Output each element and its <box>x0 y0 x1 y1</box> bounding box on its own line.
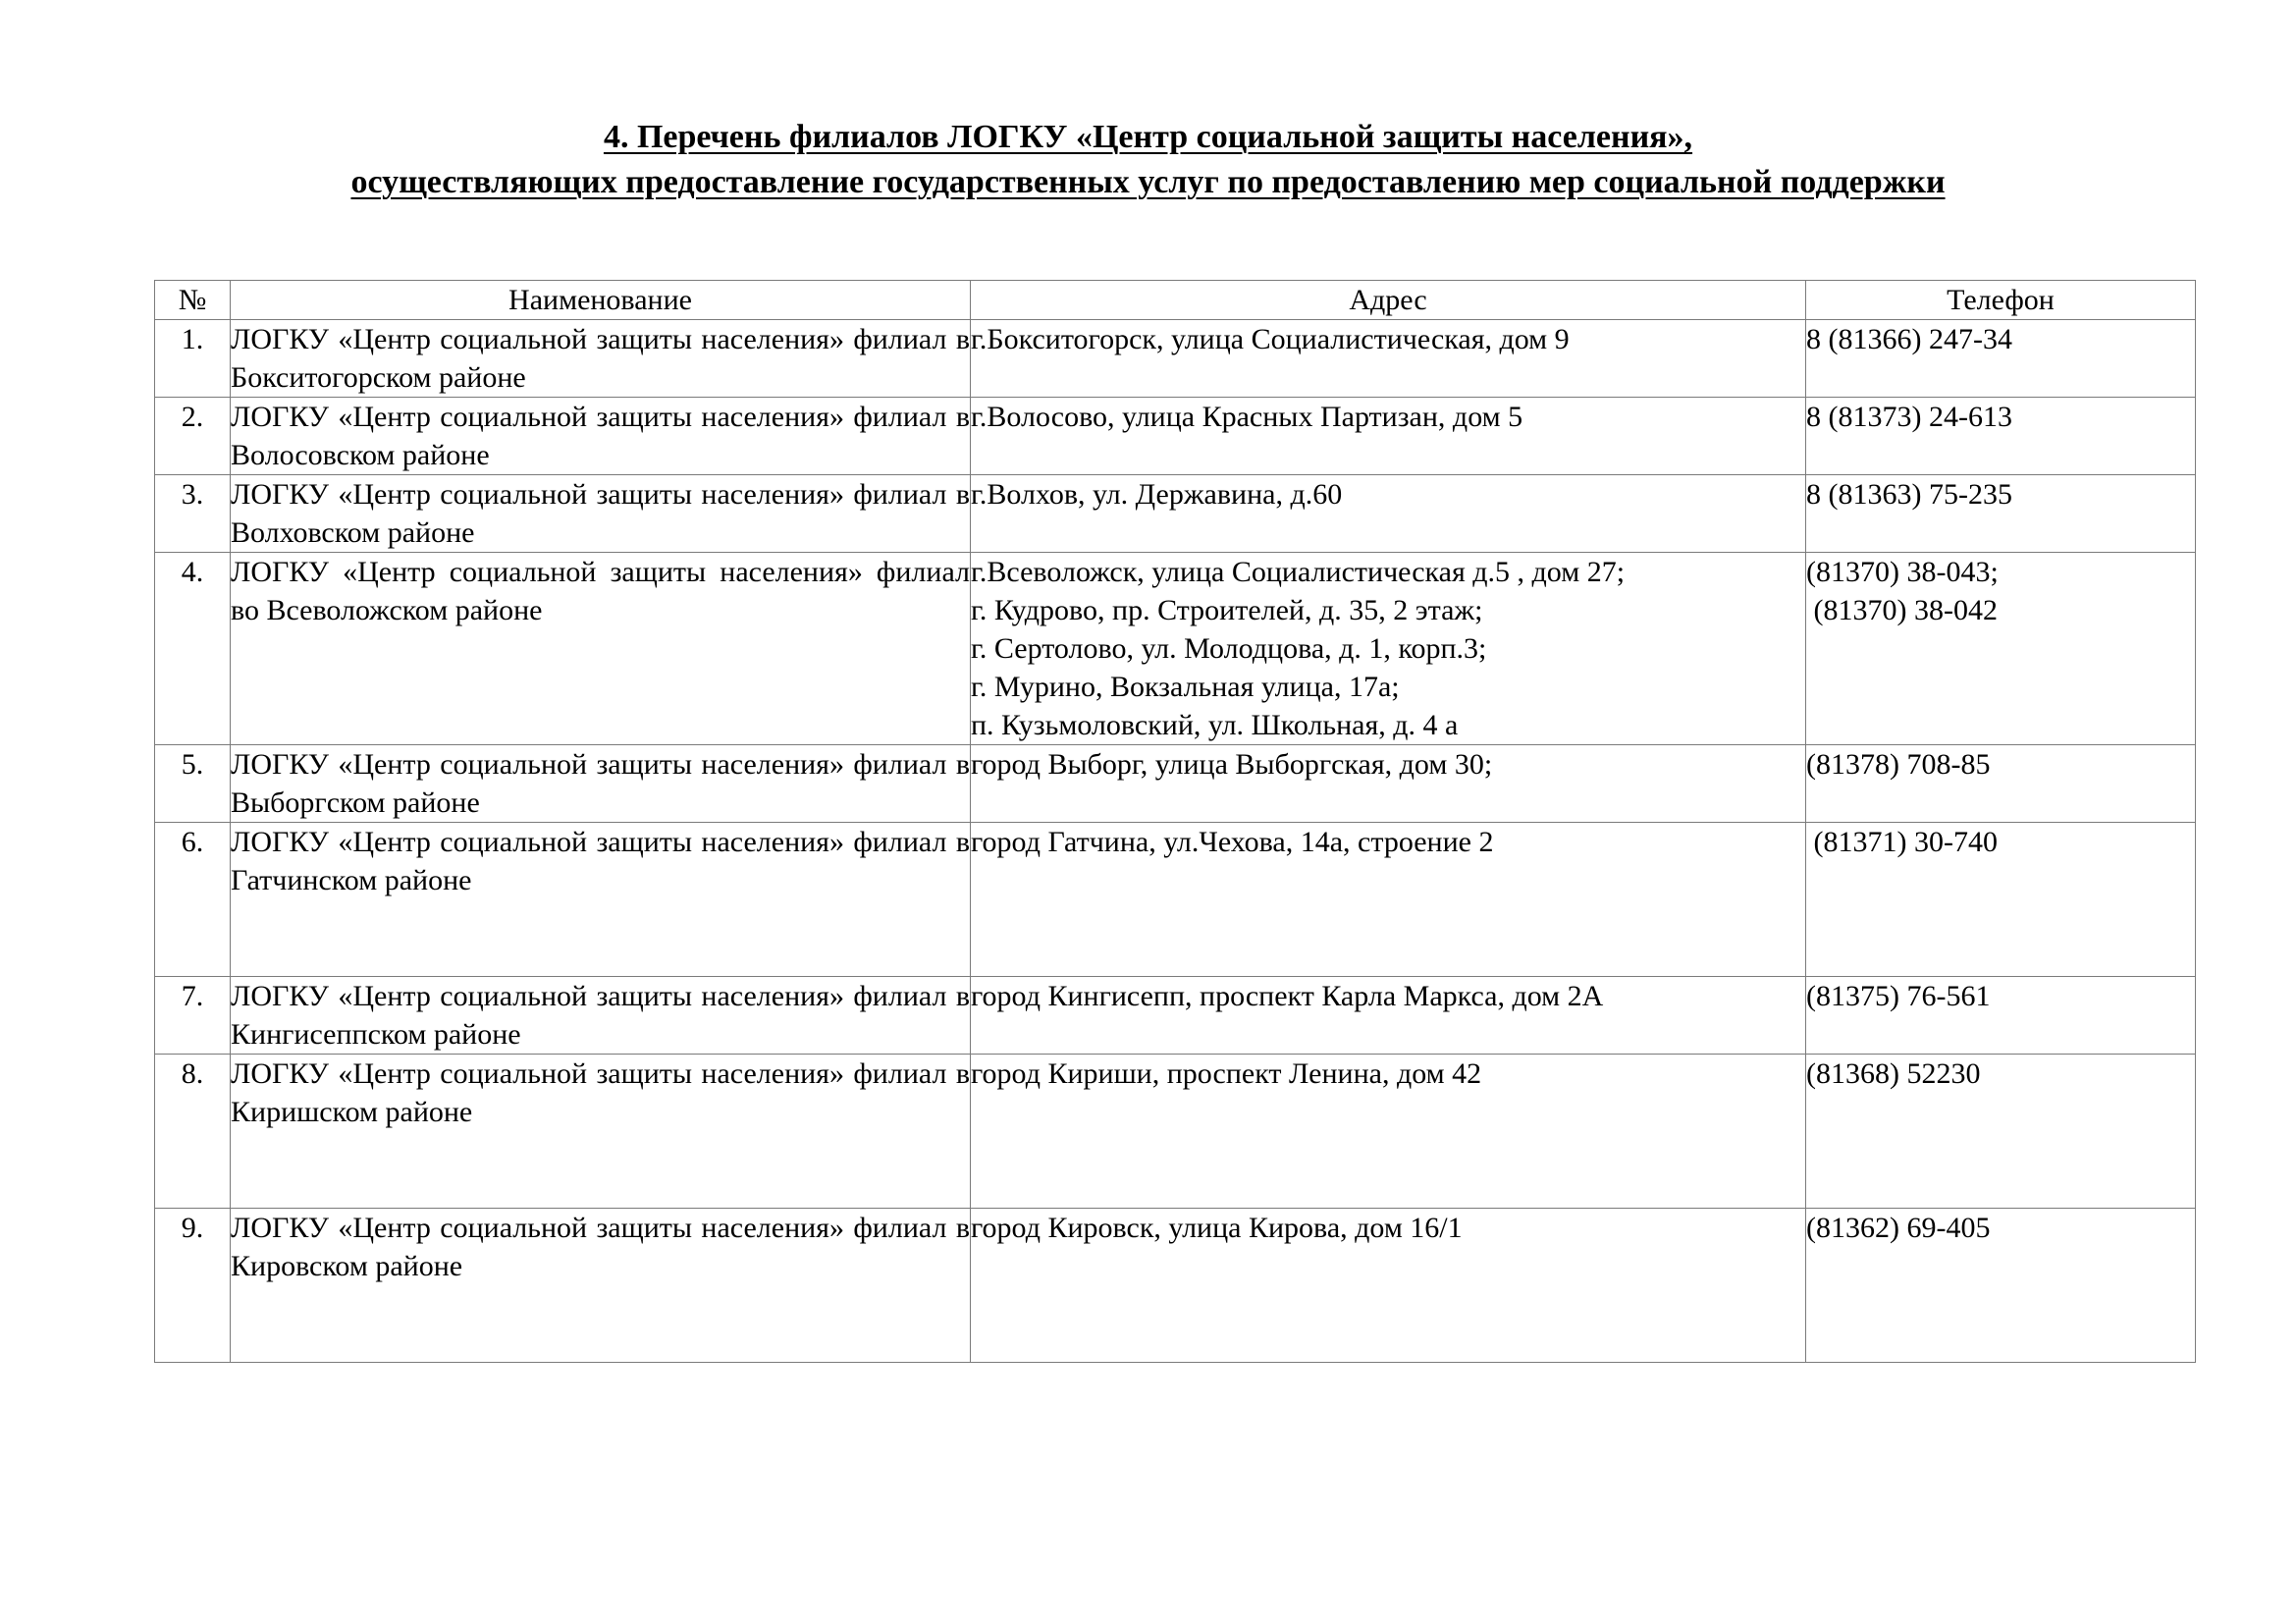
phone-number: (81368) 52230 <box>1806 1057 1981 1090</box>
table-header-row <box>155 281 2196 320</box>
branch-name: ЛОГКУ «Центр социальной защиты населения» филиал в Кировском районе <box>231 1209 971 1363</box>
address-line: п. Кузьмоловский, ул. Школьная, д. 4 а <box>971 709 1459 741</box>
branch-address <box>971 320 1806 398</box>
table-row <box>155 1055 2196 1209</box>
row-number: 8. <box>155 1055 231 1209</box>
phone-number: (81378) 708-85 <box>1806 748 1991 781</box>
branch-phone <box>1806 1055 2196 1209</box>
address-line: г. Кудрово, пр. Строителей, д. 35, 2 этаж; <box>971 594 1483 626</box>
heading-line-1-text: 4. Перечень филиалов ЛОГКУ «Центр социальной защиты населения», <box>603 119 1693 155</box>
row-number: 7. <box>155 977 231 1055</box>
column-header-address: Адрес <box>971 281 1806 320</box>
row-number: 1. <box>155 320 231 398</box>
table-row <box>155 320 2196 398</box>
phone-number: 8 (81366) 247-34 <box>1806 323 2012 355</box>
branch-phone <box>1806 398 2196 475</box>
table-row <box>155 977 2196 1055</box>
phone-number: 8 (81373) 24-613 <box>1806 401 2012 433</box>
row-number: 6. <box>155 823 231 977</box>
phone-number: (81370) 38-042 <box>1806 594 1998 626</box>
branch-name: ЛОГКУ «Центр социальной защиты населения» филиал в Выборгском районе <box>231 745 971 823</box>
branch-address <box>971 398 1806 475</box>
branch-phone <box>1806 1209 2196 1363</box>
table-row <box>155 745 2196 823</box>
branch-phone <box>1806 977 2196 1055</box>
row-number: 4. <box>155 553 231 745</box>
table-row <box>155 1209 2196 1363</box>
phone-number: 8 (81363) 75-235 <box>1806 478 2012 511</box>
row-number: 2. <box>155 398 231 475</box>
address-line: г.Волхов, ул. Державина, д.60 <box>971 478 1343 511</box>
branch-address <box>971 977 1806 1055</box>
address-line: г. Мурино, Вокзальная улица, 17а; <box>971 671 1400 703</box>
branch-name: ЛОГКУ «Центр социальной защиты населения» филиал в Волховском районе <box>231 475 971 553</box>
branch-address <box>971 475 1806 553</box>
branch-name: ЛОГКУ «Центр социальной защиты населения» филиал в Киришском районе <box>231 1055 971 1209</box>
table-row <box>155 475 2196 553</box>
branch-address <box>971 1055 1806 1209</box>
row-number: 3. <box>155 475 231 553</box>
phone-number: (81375) 76-561 <box>1806 980 1991 1012</box>
branch-address <box>971 553 1806 745</box>
column-header-number: № <box>155 281 231 320</box>
branch-name: ЛОГКУ «Центр социальной защиты населения» филиал в Бокситогорском районе <box>231 320 971 398</box>
table-row <box>155 823 2196 977</box>
branch-address <box>971 823 1806 977</box>
heading-line-2-text: осуществляющих предоставление государственных услуг по предоставлению мер социальной поддержки <box>350 164 1946 200</box>
row-number: 5. <box>155 745 231 823</box>
heading-line-2 <box>0 160 2296 205</box>
address-line: г.Всеволожск, улица Социалистическая д.5 , дом 27; <box>971 556 1626 588</box>
address-line: город Выборг, улица Выборгская, дом 30; <box>971 748 1493 781</box>
column-header-phone: Телефон <box>1806 281 2196 320</box>
address-line: г.Бокситогорск, улица Социалистическая, дом 9 <box>971 323 1570 355</box>
phone-number: (81371) 30-740 <box>1806 826 1998 858</box>
address-line: город Кириши, проспект Ленина, дом 42 <box>971 1057 1482 1090</box>
heading-line-1 <box>0 115 2296 160</box>
branch-address <box>971 745 1806 823</box>
address-line: город Кировск, улица Кирова, дом 16/1 <box>971 1212 1463 1244</box>
document-heading <box>0 115 2296 205</box>
branch-phone <box>1806 745 2196 823</box>
branch-address <box>971 1209 1806 1363</box>
branch-phone <box>1806 553 2196 745</box>
table-row <box>155 398 2196 475</box>
branch-name: ЛОГКУ «Центр социальной защиты населения» филиал в Кингисеппском районе <box>231 977 971 1055</box>
branch-phone <box>1806 475 2196 553</box>
table-row <box>155 553 2196 745</box>
address-line: г. Сертолово, ул. Молодцова, д. 1, корп.3; <box>971 632 1487 665</box>
branch-name: ЛОГКУ «Центр социальной защиты населения» филиал в Гатчинском районе <box>231 823 971 977</box>
phone-number: (81362) 69-405 <box>1806 1212 1991 1244</box>
branch-phone <box>1806 320 2196 398</box>
phone-number: (81370) 38-043; <box>1806 556 1999 588</box>
row-number: 9. <box>155 1209 231 1363</box>
address-line: город Кингисепп, проспект Карла Маркса, дом 2А <box>971 980 1604 1012</box>
branch-name: ЛОГКУ «Центр социальной защиты населения» филиал во Всеволожском районе <box>231 553 971 745</box>
branch-name: ЛОГКУ «Центр социальной защиты населения» филиал в Волосовском районе <box>231 398 971 475</box>
address-line: город Гатчина, ул.Чехова, 14а, строение 2 <box>971 826 1494 858</box>
column-header-name: Наименование <box>231 281 971 320</box>
table-body <box>155 320 2196 1363</box>
branch-phone <box>1806 823 2196 977</box>
branches-table <box>154 280 2196 1363</box>
address-line: г.Волосово, улица Красных Партизан, дом 5 <box>971 401 1523 433</box>
